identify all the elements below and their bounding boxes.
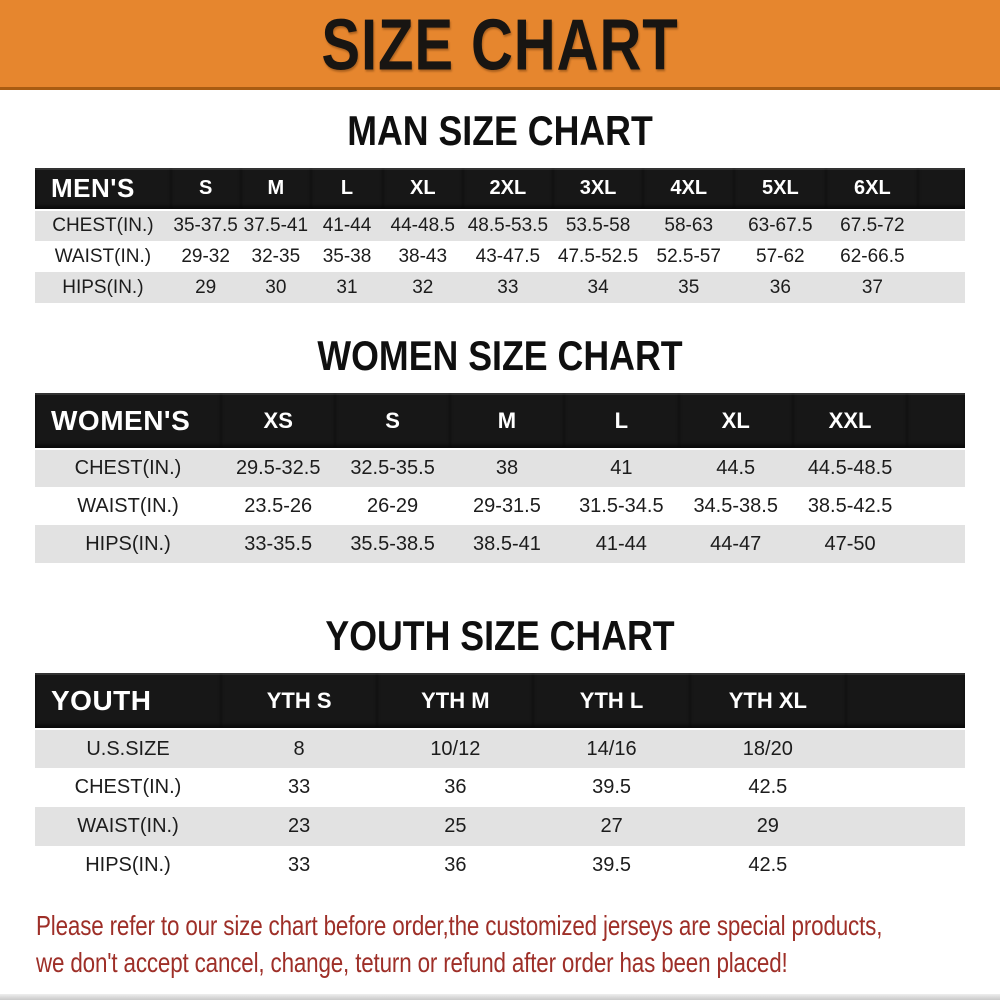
size-value: 47-50	[793, 525, 907, 563]
size-value: 23	[221, 807, 377, 846]
measurement-row	[35, 487, 965, 525]
size-table-header-row	[35, 168, 965, 210]
row-filler	[918, 210, 965, 241]
size-value: 35-37.5	[171, 210, 241, 241]
size-value: 23.5-26	[221, 487, 335, 525]
size-value: 29	[171, 272, 241, 303]
size-value: 33-35.5	[221, 525, 335, 563]
size-value: 44.5-48.5	[793, 449, 907, 487]
size-value: 37	[826, 272, 918, 303]
row-filler	[846, 729, 965, 768]
header-filler	[907, 393, 965, 449]
size-value: 35-38	[311, 241, 383, 272]
size-value: 36	[377, 768, 533, 807]
size-value: 48.5-53.5	[463, 210, 553, 241]
women-size-section	[0, 335, 1000, 563]
table-group-label: MEN'S	[35, 168, 171, 210]
row-filler	[846, 807, 965, 846]
size-value: 38.5-42.5	[793, 487, 907, 525]
size-value: 35.5-38.5	[335, 525, 449, 563]
youth-size-table	[35, 673, 965, 885]
size-value: 32.5-35.5	[335, 449, 449, 487]
men-section-heading: MAN SIZE CHART	[347, 108, 653, 156]
measurement-row	[35, 241, 965, 272]
size-column-header: 6XL	[826, 168, 918, 210]
size-table-header-row	[35, 393, 965, 449]
size-value: 36	[377, 846, 533, 885]
size-value: 44-48.5	[383, 210, 463, 241]
size-value: 33	[221, 846, 377, 885]
row-label: CHEST(IN.)	[35, 210, 171, 241]
row-filler	[846, 768, 965, 807]
measurement-row	[35, 729, 965, 768]
size-value: 29-31.5	[450, 487, 564, 525]
size-value: 27	[533, 807, 689, 846]
size-value: 42.5	[690, 768, 846, 807]
size-value: 67.5-72	[826, 210, 918, 241]
size-value: 42.5	[690, 846, 846, 885]
men-size-table	[35, 168, 965, 303]
measurement-row	[35, 525, 965, 563]
size-value: 29.5-32.5	[221, 449, 335, 487]
size-column-header: YTH S	[221, 673, 377, 729]
size-table-header-row	[35, 673, 965, 729]
size-column-header: YTH L	[533, 673, 689, 729]
measurement-row	[35, 807, 965, 846]
row-label: CHEST(IN.)	[35, 768, 221, 807]
size-chart-content	[0, 90, 1000, 885]
size-value: 33	[463, 272, 553, 303]
size-value: 44.5	[679, 449, 793, 487]
youth-section-heading: YOUTH SIZE CHART	[325, 613, 675, 661]
measurement-row	[35, 449, 965, 487]
size-value: 31.5-34.5	[564, 487, 678, 525]
women-size-table	[35, 393, 965, 563]
header-filler	[846, 673, 965, 729]
measurement-row	[35, 846, 965, 885]
women-section-heading: WOMEN SIZE CHART	[317, 333, 683, 381]
disclaimer-line-1: Please refer to our size chart before order,the customized jerseys are special products,	[36, 910, 883, 941]
size-value: 35	[643, 272, 734, 303]
size-value: 30	[241, 272, 312, 303]
size-value: 36	[734, 272, 826, 303]
measurement-row	[35, 272, 965, 303]
size-value: 8	[221, 729, 377, 768]
size-column-header: 3XL	[553, 168, 643, 210]
size-value: 38.5-41	[450, 525, 564, 563]
size-column-header: M	[241, 168, 312, 210]
size-value: 39.5	[533, 768, 689, 807]
row-label: U.S.SIZE	[35, 729, 221, 768]
size-value: 63-67.5	[734, 210, 826, 241]
size-column-header: XL	[383, 168, 463, 210]
size-value: 10/12	[377, 729, 533, 768]
size-value: 57-62	[734, 241, 826, 272]
size-value: 32	[383, 272, 463, 303]
size-column-header: 4XL	[643, 168, 734, 210]
disclaimer	[36, 907, 1000, 994]
row-filler	[846, 846, 965, 885]
size-value: 38-43	[383, 241, 463, 272]
size-value: 47.5-52.5	[553, 241, 643, 272]
size-value: 34	[553, 272, 643, 303]
row-label: WAIST(IN.)	[35, 807, 221, 846]
table-group-label: YOUTH	[35, 673, 221, 729]
size-value: 32-35	[241, 241, 312, 272]
size-value: 52.5-57	[643, 241, 734, 272]
banner	[0, 0, 1000, 90]
row-label: CHEST(IN.)	[35, 449, 221, 487]
row-filler	[907, 487, 965, 525]
size-value: 39.5	[533, 846, 689, 885]
size-value: 43-47.5	[463, 241, 553, 272]
size-value: 29	[690, 807, 846, 846]
banner-title: SIZE CHART	[321, 2, 679, 85]
row-label: WAIST(IN.)	[35, 241, 171, 272]
header-filler	[918, 168, 965, 210]
size-value: 41-44	[564, 525, 678, 563]
size-value: 38	[450, 449, 564, 487]
size-value: 62-66.5	[826, 241, 918, 272]
page-bottom-edge	[0, 994, 1000, 1000]
size-value: 29-32	[171, 241, 241, 272]
size-column-header: YTH XL	[690, 673, 846, 729]
size-column-header: XL	[679, 393, 793, 449]
measurement-row	[35, 768, 965, 807]
size-value: 41-44	[311, 210, 383, 241]
youth-size-section	[0, 615, 1000, 885]
size-column-header: XXL	[793, 393, 907, 449]
size-value: 41	[564, 449, 678, 487]
size-value: 33	[221, 768, 377, 807]
row-filler	[918, 241, 965, 272]
size-value: 44-47	[679, 525, 793, 563]
size-column-header: 2XL	[463, 168, 553, 210]
size-column-header: S	[171, 168, 241, 210]
size-column-header: L	[311, 168, 383, 210]
row-filler	[907, 525, 965, 563]
size-value: 58-63	[643, 210, 734, 241]
table-group-label: WOMEN'S	[35, 393, 221, 449]
size-value: 26-29	[335, 487, 449, 525]
size-column-header: M	[450, 393, 564, 449]
size-value: 53.5-58	[553, 210, 643, 241]
row-label: HIPS(IN.)	[35, 525, 221, 563]
row-label: WAIST(IN.)	[35, 487, 221, 525]
size-value: 25	[377, 807, 533, 846]
row-label: HIPS(IN.)	[35, 272, 171, 303]
size-value: 34.5-38.5	[679, 487, 793, 525]
size-column-header: YTH M	[377, 673, 533, 729]
men-size-section	[0, 110, 1000, 303]
size-value: 37.5-41	[241, 210, 312, 241]
disclaimer-line-2: we don't accept cancel, change, teturn or refund after order has been placed!	[36, 947, 788, 978]
size-column-header: L	[564, 393, 678, 449]
size-column-header: S	[335, 393, 449, 449]
size-column-header: XS	[221, 393, 335, 449]
size-value: 18/20	[690, 729, 846, 768]
measurement-row	[35, 210, 965, 241]
row-filler	[907, 449, 965, 487]
row-filler	[918, 272, 965, 303]
row-label: HIPS(IN.)	[35, 846, 221, 885]
size-value: 14/16	[533, 729, 689, 768]
size-value: 31	[311, 272, 383, 303]
size-column-header: 5XL	[734, 168, 826, 210]
